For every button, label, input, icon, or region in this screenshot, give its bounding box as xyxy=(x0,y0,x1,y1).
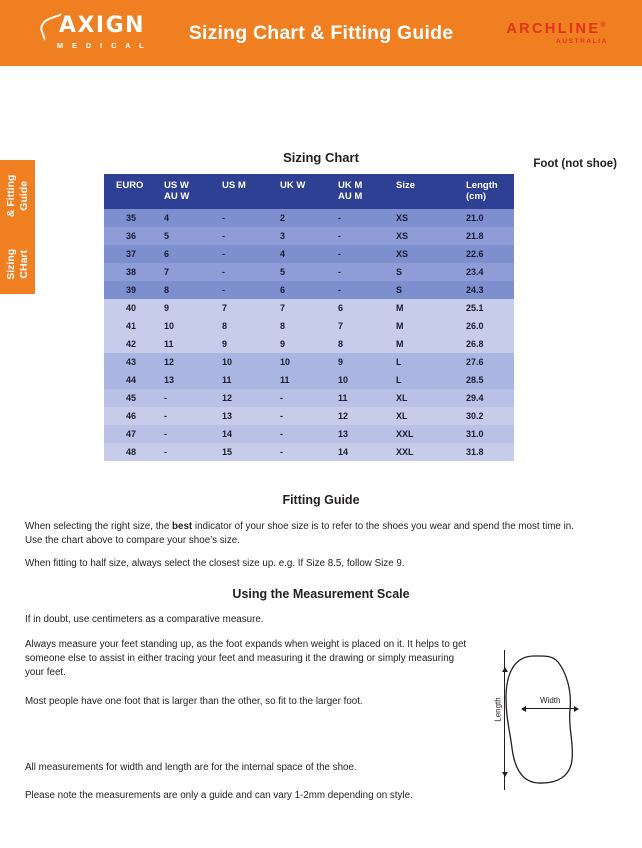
width-arrow xyxy=(522,708,578,709)
column-header-length-line1: Length xyxy=(466,180,498,191)
table-row xyxy=(104,407,514,425)
table-cell: - xyxy=(278,389,336,407)
footprint-outline-icon xyxy=(492,650,612,790)
table-row xyxy=(104,209,514,227)
table-cell: - xyxy=(278,425,336,443)
table-cell: 12 xyxy=(336,407,394,425)
table-cell: 26.8 xyxy=(456,335,514,353)
table-cell: - xyxy=(220,281,278,299)
table-cell: L xyxy=(394,353,456,371)
table-row xyxy=(104,263,514,281)
table-cell: XL xyxy=(394,407,456,425)
table-cell: - xyxy=(220,245,278,263)
measurement-paragraph-3: Most people have one foot that is larger than the other, so fit to the larger foot. xyxy=(25,696,363,707)
archline-logo-brand xyxy=(506,18,608,37)
table-cell: 13 xyxy=(220,407,278,425)
table-cell: 26.0 xyxy=(456,317,514,335)
table-cell: 24.3 xyxy=(456,281,514,299)
table-cell: 3 xyxy=(278,227,336,245)
foot-not-shoe-label: Foot (not shoe) xyxy=(533,158,617,170)
table-cell: 31.8 xyxy=(456,443,514,461)
table-cell: M xyxy=(394,299,456,317)
table-cell: 5 xyxy=(278,263,336,281)
sizing-chart-title: Sizing Chart xyxy=(283,150,359,165)
table-cell: 43 xyxy=(104,353,162,371)
table-cell: 5 xyxy=(162,227,220,245)
table-cell: 10 xyxy=(336,371,394,389)
table-cell: 12 xyxy=(162,353,220,371)
fitting-guide-paragraph-2: When fitting to half size, always select the closest size up. e.g. If Size 8.5, follow Size 9. xyxy=(25,558,405,569)
table-cell: 40 xyxy=(104,299,162,317)
column-header-length-line2: (cm) xyxy=(466,191,487,202)
archline-logo xyxy=(506,18,608,45)
table-cell: 7 xyxy=(162,263,220,281)
column-header-us-w xyxy=(162,174,220,209)
table-cell: XL xyxy=(394,389,456,407)
table-cell: XS xyxy=(394,227,456,245)
table-cell: 9 xyxy=(336,353,394,371)
table-cell: 38 xyxy=(104,263,162,281)
page-title: Sizing Chart & Fitting Guide xyxy=(188,21,454,44)
table-cell: 6 xyxy=(278,281,336,299)
table-cell: 9 xyxy=(162,299,220,317)
table-row xyxy=(104,245,514,263)
table-cell: 9 xyxy=(220,335,278,353)
table-cell: 13 xyxy=(336,425,394,443)
table-cell: 11 xyxy=(162,335,220,353)
column-header-uk-w xyxy=(278,174,336,209)
table-cell: 14 xyxy=(220,425,278,443)
table-cell: - xyxy=(336,245,394,263)
table-row xyxy=(104,443,514,461)
fitting-guide-p1-b: indicator of your shoe size is to refer to the shoes you wear and spend the most time in. Use the chart above to compare your shoe’s size. xyxy=(25,521,574,546)
axign-logo-brand: AXIGN xyxy=(58,13,146,38)
table-cell: M xyxy=(394,335,456,353)
column-header-us-m xyxy=(220,174,278,209)
table-cell: 31.0 xyxy=(456,425,514,443)
table-cell: 11 xyxy=(278,371,336,389)
fitting-guide-p1-bold: best xyxy=(172,521,193,532)
table-cell: - xyxy=(220,227,278,245)
table-cell: 41 xyxy=(104,317,162,335)
length-arrow xyxy=(504,668,505,776)
table-cell: - xyxy=(220,263,278,281)
column-header-length xyxy=(456,174,514,209)
table-cell: - xyxy=(162,425,220,443)
length-label: Length xyxy=(493,697,503,722)
fitting-guide-p1-a: When selecting the right size, the xyxy=(25,521,173,532)
table-cell: XS xyxy=(394,209,456,227)
table-cell: 30.2 xyxy=(456,407,514,425)
table-cell: 48 xyxy=(104,443,162,461)
table-cell: 10 xyxy=(278,353,336,371)
table-cell: - xyxy=(162,407,220,425)
column-header-uk-m-line1: UK M xyxy=(338,180,363,191)
fitting-guide-paragraph-1 xyxy=(25,520,590,548)
table-cell: 23.4 xyxy=(456,263,514,281)
table-cell: 29.4 xyxy=(456,389,514,407)
column-header-size-line1: Size xyxy=(396,180,416,191)
table-cell: 8 xyxy=(278,317,336,335)
table-cell: 11 xyxy=(336,389,394,407)
table-cell: 12 xyxy=(220,389,278,407)
table-cell: 21.8 xyxy=(456,227,514,245)
table-cell: 36 xyxy=(104,227,162,245)
measurement-paragraph-2: Always measure your feet standing up, as the foot expands when weight is placed on it. It helps to get someone else to assist in either tracing your feet and measuring it the drawing or simply measuring your feet. xyxy=(25,639,467,678)
table-cell: 35 xyxy=(104,209,162,227)
table-cell: S xyxy=(394,263,456,281)
width-label: Width xyxy=(540,696,561,705)
column-header-us-m-line1: US M xyxy=(222,180,246,191)
table-cell: 8 xyxy=(220,317,278,335)
table-cell: 7 xyxy=(278,299,336,317)
column-header-us-w-line1: US W xyxy=(164,180,189,191)
archline-logo-text: ARCHLINE xyxy=(506,20,601,37)
table-cell: - xyxy=(336,263,394,281)
table-row xyxy=(104,371,514,389)
table-row xyxy=(104,227,514,245)
table-cell: 7 xyxy=(220,299,278,317)
table-cell: 6 xyxy=(336,299,394,317)
table-row xyxy=(104,425,514,443)
side-tab-label-line1: Sizing CHart xyxy=(4,248,30,280)
table-cell: 6 xyxy=(162,245,220,263)
table-cell: 9 xyxy=(278,335,336,353)
table-cell: 10 xyxy=(220,353,278,371)
table-cell: 22.6 xyxy=(456,245,514,263)
side-tab-label xyxy=(0,160,35,294)
table-cell: 2 xyxy=(278,209,336,227)
table-cell: - xyxy=(278,407,336,425)
table-cell: 27.6 xyxy=(456,353,514,371)
table-cell: M xyxy=(394,317,456,335)
table-row xyxy=(104,281,514,299)
column-header-uk-m xyxy=(336,174,394,209)
table-cell: - xyxy=(278,443,336,461)
table-cell: - xyxy=(162,389,220,407)
table-row xyxy=(104,299,514,317)
foot-measurement-diagram xyxy=(492,650,612,790)
measurement-scale-title: Using the Measurement Scale xyxy=(232,587,410,601)
table-cell: 4 xyxy=(162,209,220,227)
measurement-paragraph-5: Please note the measurements are only a guide and can vary 1-2mm depending on style. xyxy=(25,790,413,801)
table-cell: 47 xyxy=(104,425,162,443)
archline-logo-subtitle: AUSTRALIA xyxy=(556,37,608,45)
column-header-uk-w-line1: UK W xyxy=(280,180,306,191)
table-cell: 46 xyxy=(104,407,162,425)
column-header-size xyxy=(394,174,456,209)
table-cell: - xyxy=(336,227,394,245)
table-cell: 39 xyxy=(104,281,162,299)
column-header-euro xyxy=(104,174,162,209)
table-cell: 13 xyxy=(162,371,220,389)
table-cell: XXL xyxy=(394,443,456,461)
table-header-row xyxy=(104,174,514,209)
table-cell: L xyxy=(394,371,456,389)
column-header-us-w-line2: AU W xyxy=(164,191,190,202)
table-cell: - xyxy=(336,209,394,227)
table-row xyxy=(104,353,514,371)
table-cell: 10 xyxy=(162,317,220,335)
table-cell: 44 xyxy=(104,371,162,389)
table-cell: 45 xyxy=(104,389,162,407)
table-row xyxy=(104,389,514,407)
table-cell: S xyxy=(394,281,456,299)
table-cell: 14 xyxy=(336,443,394,461)
column-header-uk-m-line2: AU M xyxy=(338,191,363,202)
table-cell: 8 xyxy=(162,281,220,299)
table-cell: 8 xyxy=(336,335,394,353)
table-cell: 21.0 xyxy=(456,209,514,227)
table-cell: XXL xyxy=(394,425,456,443)
registered-trademark-icon: ® xyxy=(600,22,608,29)
table-cell: 25.1 xyxy=(456,299,514,317)
measurement-paragraph-1: If in doubt, use centimeters as a comparative measure. xyxy=(25,614,264,625)
table-cell: 11 xyxy=(220,371,278,389)
side-tab xyxy=(0,160,35,294)
page-header xyxy=(0,0,642,66)
measurement-paragraph-4: All measurements for width and length are for the internal space of the shoe. xyxy=(25,762,357,773)
fitting-guide-title: Fitting Guide xyxy=(282,493,360,507)
table-cell: - xyxy=(336,281,394,299)
table-cell: 37 xyxy=(104,245,162,263)
table-cell: - xyxy=(162,443,220,461)
table-cell: 28.5 xyxy=(456,371,514,389)
column-header-euro-line1: EURO xyxy=(116,180,144,191)
table-cell: - xyxy=(220,209,278,227)
side-tab-label-line2: & Fitting Guide xyxy=(4,174,30,218)
table-row xyxy=(104,335,514,353)
axign-logo-subtitle: M E D I C A L xyxy=(56,41,148,50)
table-cell: XS xyxy=(394,245,456,263)
table-cell: 4 xyxy=(278,245,336,263)
table-cell: 42 xyxy=(104,335,162,353)
table-cell: 15 xyxy=(220,443,278,461)
table-cell: 7 xyxy=(336,317,394,335)
sizing-chart-table xyxy=(104,174,514,461)
table-row xyxy=(104,317,514,335)
